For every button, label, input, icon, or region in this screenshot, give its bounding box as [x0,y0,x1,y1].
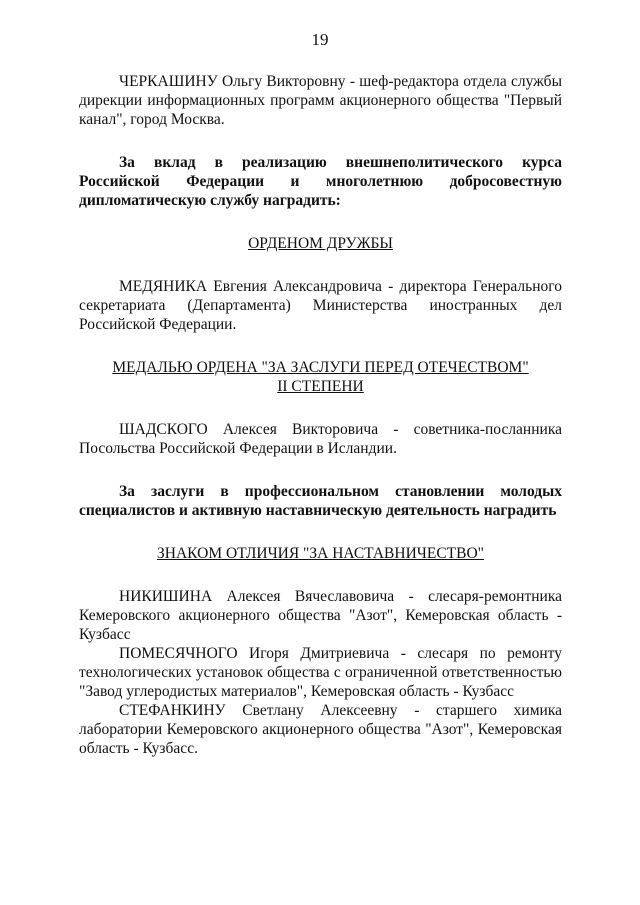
award-heading-order-of-friendship: ОРДЕНОМ ДРУЖБЫ [248,235,393,252]
page-number: 19 [311,30,329,49]
award-heading-mentorship-badge: ЗНАКОМ ОТЛИЧИЯ "ЗА НАСТАВНИЧЕСТВО" [157,545,484,562]
award-heading-medal-merit [79,358,562,396]
award-heading-medal-line1: МЕДАЛЬЮ ОРДЕНА "ЗА ЗАСЛУГИ ПЕРЕД ОТЕЧЕСТВОМ" [112,359,529,376]
award-entry-stefankinu: СТЕФАНКИНУ Светлану Алексеевну - старшего химика лаборатории Кемеровского акционерного общества "Азот", Кемеровская область - Кузбасс. [79,702,562,757]
award-decree-mentorship: За заслуги в профессиональном становлении молодых специалистов и активную наставническую деятельность наградить [79,483,562,519]
document-body [79,72,562,758]
award-entry-cherkashina: ЧЕРКАШИНУ Ольгу Викторовну - шеф-редактора отдела службы дирекции информационных программ акционерного общества "Первый канал", город Москва. [79,73,562,128]
award-entry-pomesyachnogo: ПОМЕСЯЧНОГО Игоря Дмитриевича - слесаря по ремонту технологических установок общества с ограниченной ответственностью "Завод углеродистых материалов", Кемеровская область - Кузбасс [79,645,562,700]
award-entry-medyanika: МЕДЯНИКА Евгения Александровича - директора Генерального секретариата (Департамента) Министерства иностранных дел Российской Федерации. [79,278,562,333]
award-entry-nikishina: НИКИШИНА Алексея Вячеславовича - слесаря-ремонтника Кемеровского акционерного общества "Азот", Кемеровская область - Кузбасс [79,588,562,643]
award-entry-shadskogo: ШАДСКОГО Алексея Викторовича - советника-посланника Посольства Российской Федерации в Исландии. [79,421,562,457]
award-heading-medal-line2: II СТЕПЕНИ [277,378,364,395]
award-decree-foreign-policy: За вклад в реализацию внешнеполитического курса Российской Федерации и многолетнюю добросовестную дипломатическую службу наградить: [79,154,562,209]
